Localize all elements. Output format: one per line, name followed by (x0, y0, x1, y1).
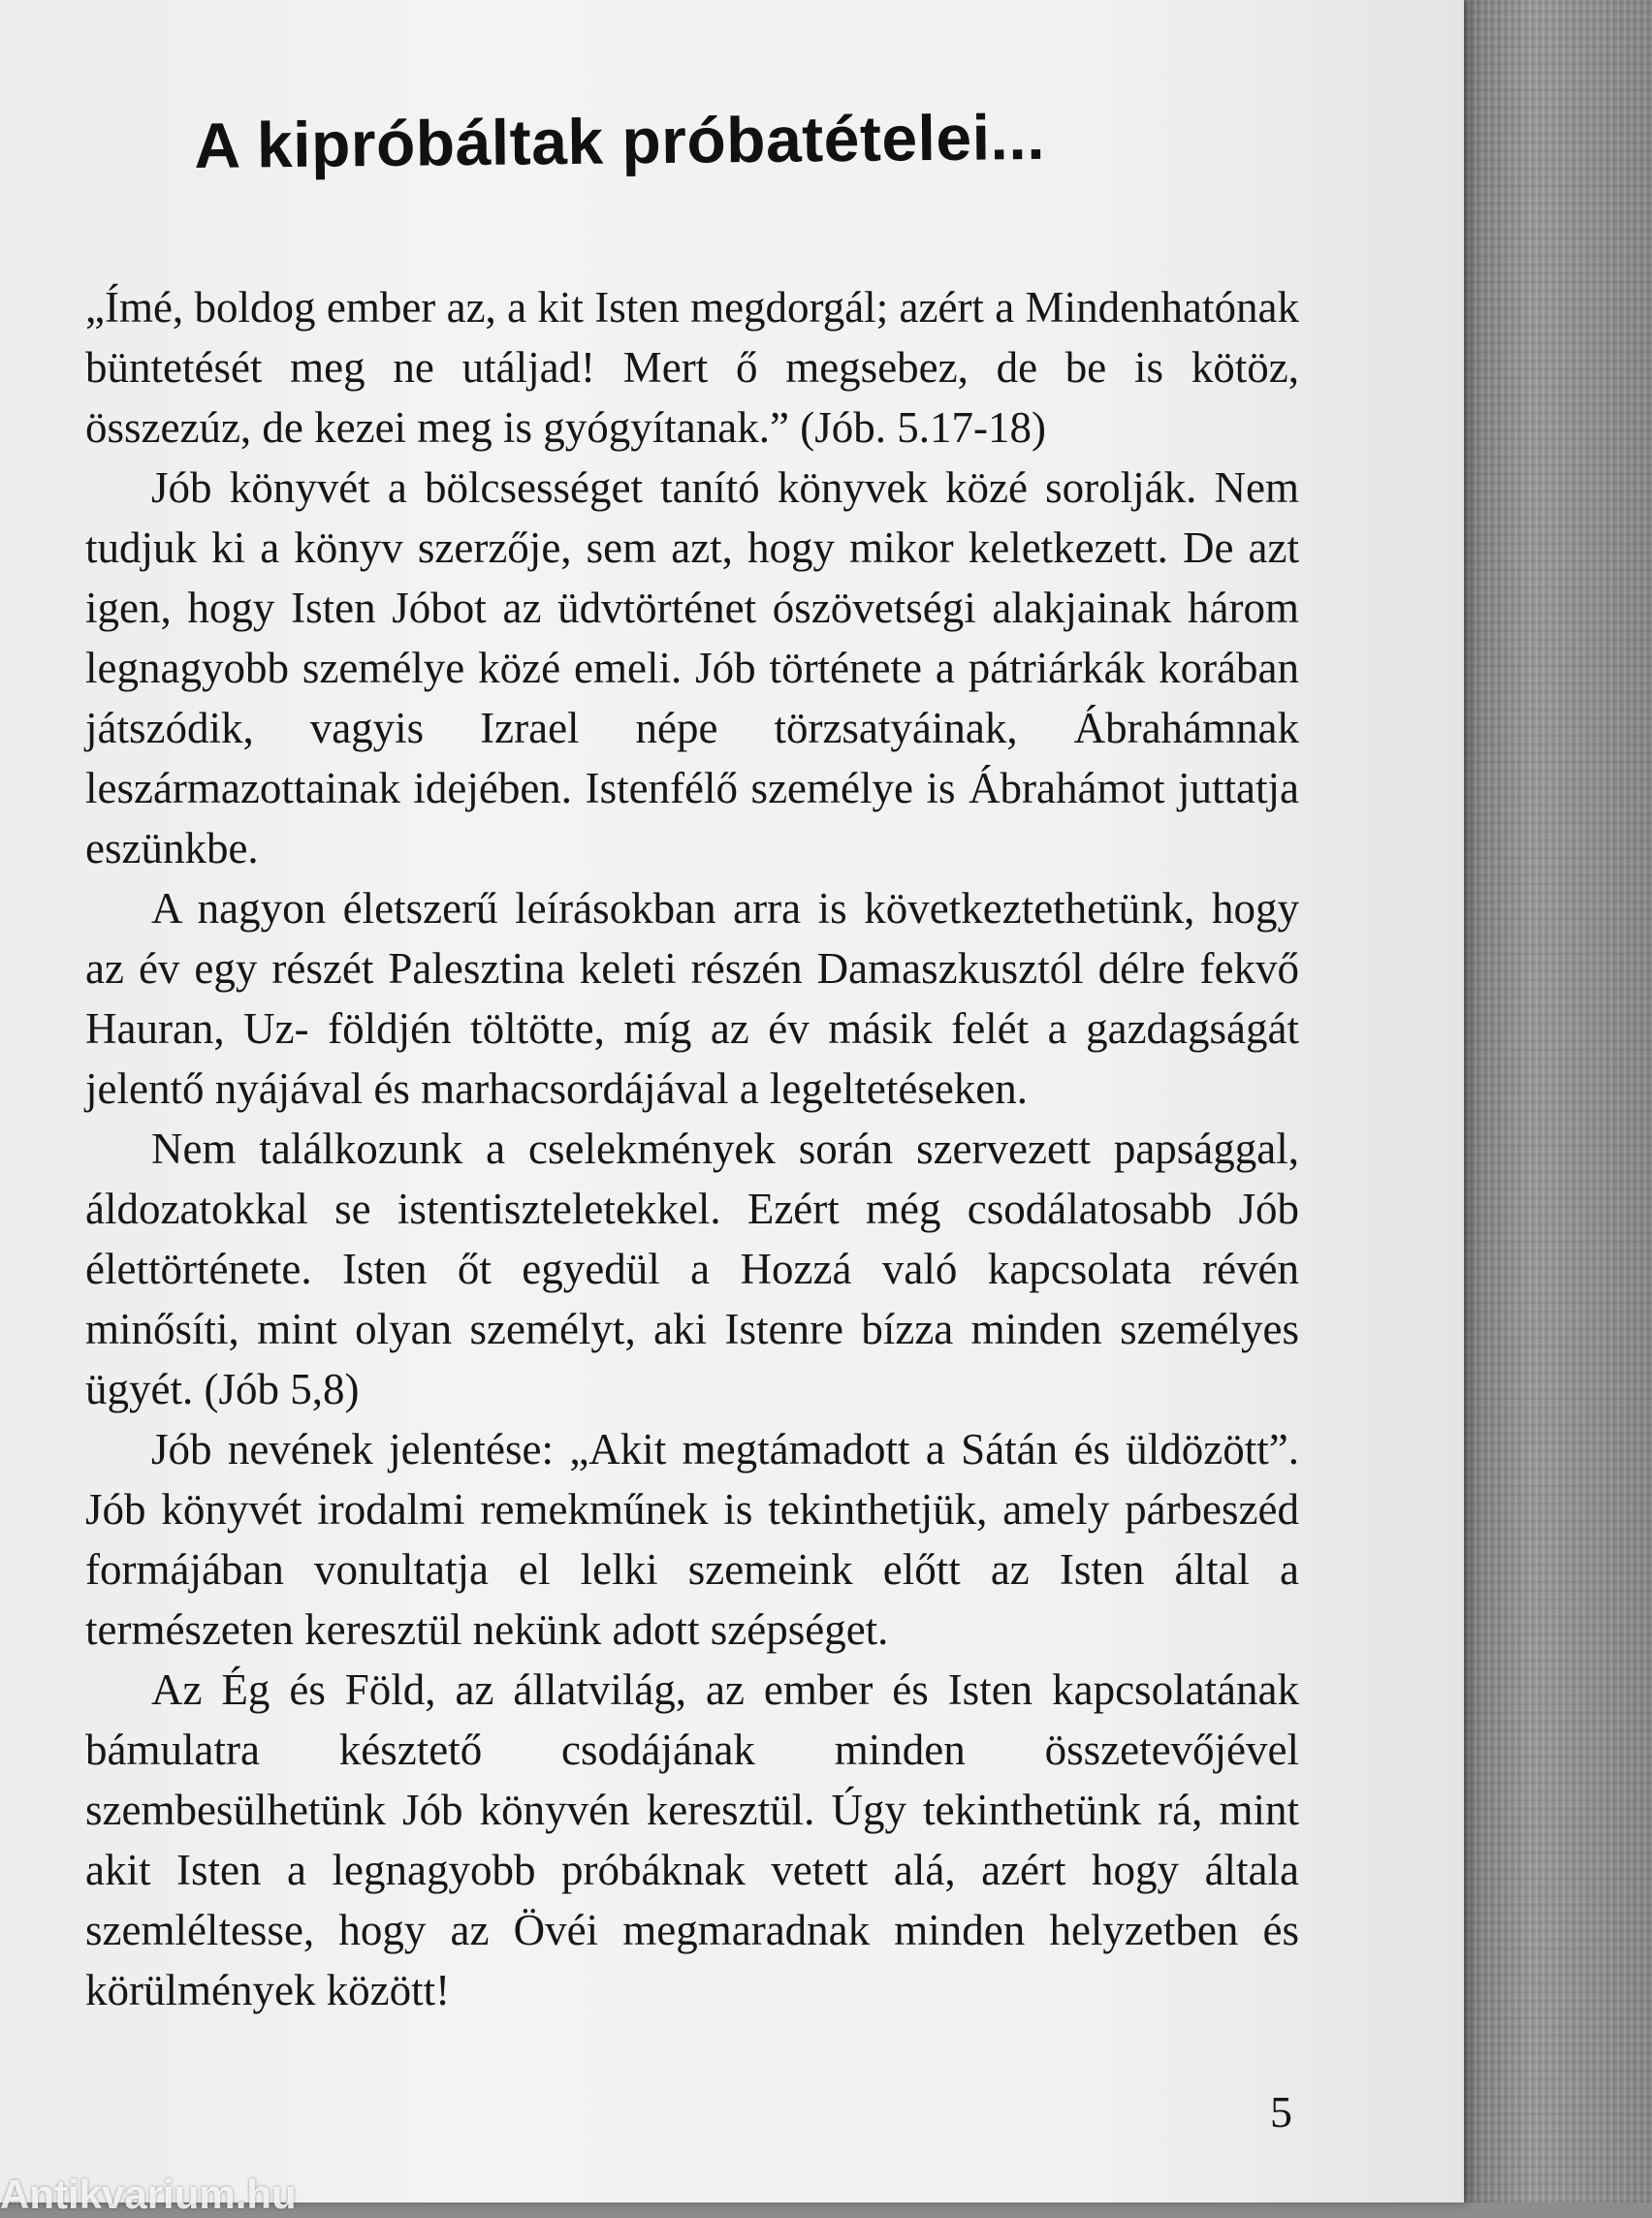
background-surface (1454, 0, 1652, 2202)
paragraph: Nem találkozunk a cselekmények során szervezett papsággal, áldozatokkal se istentiszteletekkel. Ezért még csodálatosabb Jób élettörténete. Isten őt egyedül a Hozzá való kapcsolata révén minősíti, mint olyan személyt, aki Istenre bízza minden személyes ügyét. (Jób 5,8) (85, 1125, 1299, 1413)
paragraph: A nagyon életszerű leírásokban arra is következtethetünk, hogy az év egy részét Palesztina keleti részén Damaszkusztól délre fekvő Hauran, Uz- földjén töltötte, míg az év másik felét a gazdagságát jelentő nyájával és marhacsordájával a legeltetéseken. (85, 884, 1299, 1113)
paragraph: Az Ég és Föld, az állatvilág, az ember és Isten kapcsolatának bámulatra késztető csodájának minden összetevőjével szembesülhetünk Jób könyvén keresztül. Úgy tekinthetünk rá, mint akit Isten a legnagyobb próbáknak vetett alá, azért hogy általa szemléltesse, hogy az Övéi megmaradnak minden helyzetben és körülmények között! (85, 1665, 1299, 2014)
paragraph: Jób könyvét a bölcsességet tanító könyvek közé sorolják. Nem tudjuk ki a könyv szerzője, sem azt, hogy mikor keletkezett. De azt igen, hogy Isten Jóbot az üdvtörténet ószövetségi alakjainak három legnagyobb személye közé emeli. Jób története a pátriárkák korában játszódik, vagyis Izrael népe törzsatyáinak, Ábrahámnak leszármazottainak idejében. Istenfélő személye is Ábrahámot juttatja eszünkbe. (85, 463, 1299, 872)
body-text (85, 277, 1299, 2020)
watermark: Antikvarium.hu (0, 2171, 297, 2217)
paragraph-quote: „Ímé, boldog ember az, a kit Isten megdorgál; azért a Mindenhatónak büntetését meg ne utáljad! Mert ő megsebez, de be is kötöz, összezúz, de kezei meg is gyógyítanak.” (Jób. 5.17-18) (85, 283, 1299, 452)
page-number: 5 (1270, 2087, 1292, 2137)
paragraph: Jób nevének jelentése: „Akit megtámadott a Sátán és üldözött”. Jób könyvét irodalmi remekműnek is tekinthetjük, amely párbeszéd formájában vonultatja el lelki szemeink előtt az Isten által a természeten keresztül nekünk adott szépséget. (85, 1425, 1299, 1654)
page-heading: A kipróbáltak próbatételei... (194, 100, 1046, 181)
